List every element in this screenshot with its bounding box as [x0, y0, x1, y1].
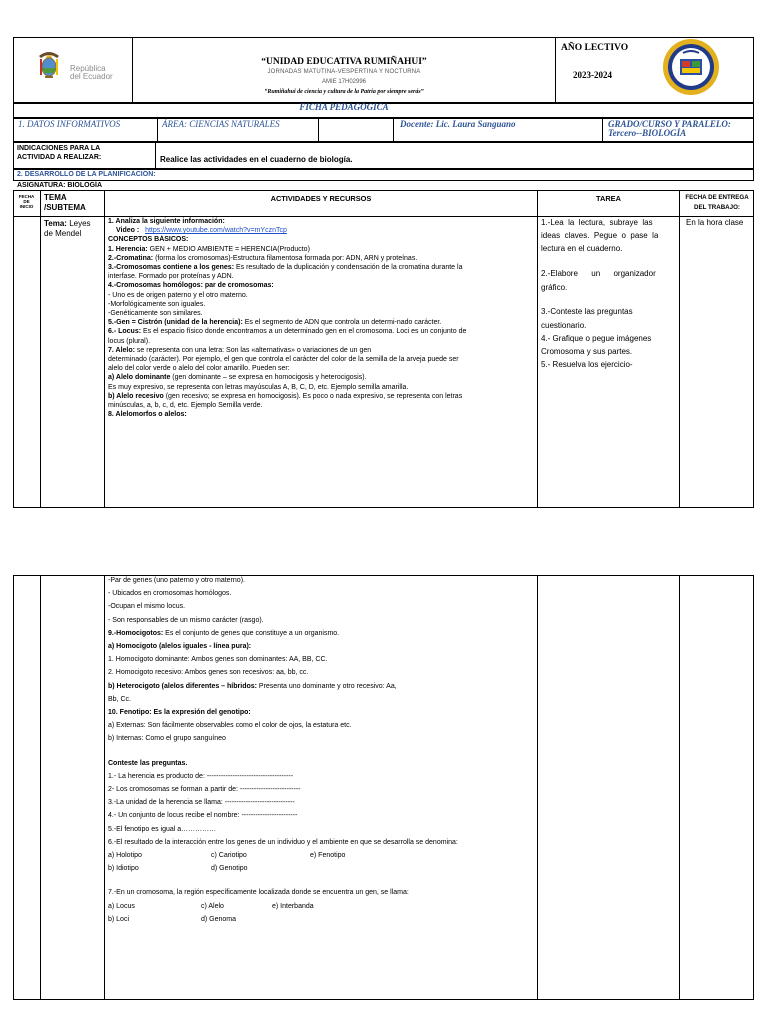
tema-value-1: Leyes [66, 219, 91, 228]
q7-option-d: d) Genoma [201, 915, 237, 923]
tarea-2-b: gráfico. [541, 283, 568, 292]
herencia-text: GEN + MEDIO AMBIENTE = HERENCIA(Producto) [147, 245, 310, 253]
ficha-title: FICHA PEDAGÓGICA [299, 102, 389, 112]
alelomorfos-term: 8. Alelomorfos o alelos: [108, 411, 187, 419]
school-motto: “Rumiñahui de ciencia y cultura de la Patria por siempre serás” [264, 89, 424, 95]
conceptos-heading: CONCEPTOS BÁSICOS: [108, 236, 189, 244]
question-5: 5.-El fenotipo es igual a…………… [108, 825, 217, 833]
homocigoto-a: a) Homocigoto (alelos iguales - línea pura): [108, 643, 252, 651]
indicaciones-label [17, 144, 101, 162]
locus-text: Es el espacio físico donde encontramos a un determinado gen en el cromosoma. Loci es un conjunto de [141, 328, 467, 336]
question-1: 1.- La herencia es producto de: ------------------------------------- [108, 772, 294, 780]
question-2: 2- Los cromosomas se forman a partir de: -------------------------- [108, 786, 301, 794]
alelo-text: se representa con una letra: Son las «alternativas» o variaciones de un gen [134, 346, 372, 354]
heterocigoto-term: b) Heterocigoto (alelos diferentes – híbridos: [108, 682, 257, 690]
question-7-options-row1 [108, 902, 536, 911]
ano-lectivo-value: 2023-2024 [573, 70, 612, 80]
tarea-1-c: lectura en el cuaderno. [541, 244, 623, 253]
tema-header [44, 193, 86, 213]
tarea-1-b: ideas claves. Pegue o pase la [541, 231, 659, 240]
cromatina-text: (forma los cromosomas)-Estructura filamentosa formada por: ADN, ARN y proteínas. [153, 254, 418, 262]
q7-option-c: c) Alelo [201, 902, 224, 910]
fecha-inicio-1: FECHA [18, 194, 35, 199]
jornadas: JORNADAS MATUTINA-VESPERTINA Y NOCTURNA [267, 69, 421, 75]
homologos-1: - Uno es de origen paterno y el otro materno. [108, 291, 248, 299]
actividades-header: ACTIVIDADES Y RECURSOS [270, 194, 372, 203]
tarea-3-a: 3.-Conteste las preguntas [541, 307, 633, 316]
conteste-heading: Conteste las preguntas. [108, 759, 188, 767]
republic-line-1: República [70, 64, 106, 73]
tarea-2-a: 2.-Elabore un organizador [541, 269, 656, 278]
fecha-inicio-3: INICIO [19, 204, 34, 209]
question-6: 6.-El resultado de la interacción entre los genes de un individuo y el ambiente en que se desarrolla se denomina: [108, 838, 458, 846]
herencia-term: 1. Herencia: [108, 245, 148, 253]
fecha-entrega-value: En la hora clase [686, 218, 744, 227]
tarea-4-a: 4.- Grafique o pegue imágenes [541, 334, 652, 343]
gen-text: Es el segmento de ADN que controla un determi-nado carácter. [242, 319, 442, 327]
ecuador-emblem-icon [37, 50, 61, 85]
alelo-text-3: alelo del color verde o alelo del color amarillo. Pueden ser: [108, 365, 290, 373]
homologos-3: -Genéticamente son similares. [108, 310, 203, 318]
indicaciones-line-2: ACTIVIDAD A REALIZAR: [17, 154, 102, 162]
question-3: 3.-La unidad de la herencia se llama: ------------------------------ [108, 799, 295, 807]
video-label: Video : [116, 227, 140, 235]
republic-label [70, 64, 113, 82]
q7-option-e: e) Interbanda [272, 902, 314, 910]
q6-option-d: d) Genotipo [211, 865, 248, 873]
datos-heading: 1. DATOS INFORMATIVOS [18, 119, 121, 129]
school-name: “UNIDAD EDUCATIVA RUMIÑAHUI” [261, 57, 427, 67]
tareas-content [541, 218, 658, 370]
heterocigoto-text: Presenta uno dominante y otro recesivo: Aa, [256, 682, 397, 690]
question-6-options-row1 [108, 851, 536, 860]
ano-lectivo-label: AÑO LECTIVO [561, 43, 629, 53]
tarea-header: TAREA [596, 194, 621, 203]
recesivo-text: (gen recesivo; se expresa en homocigosis). Es poco o nada expresivo, se representa con letras [163, 392, 463, 400]
dominante-text: (gen dominante – se expresa en homocigosis y heterocigosis). [170, 374, 367, 382]
fenotipo-term: 10. Fenotipo: Es la expresión del genotipo: [108, 709, 251, 717]
entrega-header-2: DEL TRABAJO: [694, 204, 740, 211]
tarea-1-a: 1.-Lea la lectura, subraye las [541, 218, 653, 227]
area-label: ÁREA: CIENCIAS NATURALES [162, 119, 280, 129]
q6-option-a: a) Holotipo [108, 852, 142, 860]
par-genes-2: - Ubicados en cromosomas homólogos. [108, 590, 232, 598]
amie-code: AMIE 17H02996 [321, 79, 367, 85]
q7-option-b: b) Loci [108, 915, 130, 923]
heterocigoto-text-2: Bb, Cc. [108, 695, 131, 703]
fenotipo-externas: a) Externas: Son fácilmente observables como el color de ojos, la estatura etc. [108, 722, 352, 730]
par-genes-4: - Son responsables de un mismo carácter (rasgo). [108, 616, 264, 624]
fecha-inicio-2: DE [23, 199, 30, 204]
locus-text-2: locus (plural). [108, 337, 151, 345]
tarea-3-b: cuestionario. [541, 321, 587, 330]
dominante-text-2: Es muy expresivo, se representa con letras mayúsculas A, B, C, D, etc. Ejemplo semilla amarilla. [108, 383, 409, 391]
question-6-options-row2 [108, 864, 536, 873]
grado-label [608, 119, 731, 139]
fenotipo-internas: b) Internas: Como el grupo sanguíneo [108, 735, 226, 743]
q6-option-b: b) Idiotipo [108, 865, 139, 873]
entrega-header-1: FECHA DE ENTREGA [685, 194, 749, 201]
tarea-4-b: Cromosoma y sus partes. [541, 347, 633, 356]
school-seal-icon [661, 37, 721, 102]
activities-content-page2 [108, 576, 536, 924]
analiza-heading: 1. Analiza la siguiente información: [108, 218, 225, 225]
fecha-entrega-header [680, 193, 754, 213]
asignatura-label: ASIGNATURA: BIOLOGÍA [17, 182, 103, 189]
republic-line-2: del Ecuador [70, 72, 113, 81]
video-link[interactable]: https://www.youtube.com/watch?v=mYcznTcp [145, 227, 287, 235]
par-genes-1: -Par de genes (uno paterno y otro materno). [108, 577, 245, 584]
homologos-term: 4.-Cromosomas homólogos: par de cromosomas: [108, 282, 274, 290]
activities-content-page1 [108, 217, 536, 419]
grado-line-2: Tercero--BIOLOGÍA [608, 128, 687, 138]
grado-line-1: GRADO/CURSO Y PARALELO: [608, 119, 731, 129]
tema-cell [44, 219, 91, 239]
homocigotos-text: Es el conjunto de genes que constituye a un organismo. [163, 629, 340, 637]
tema-header-2: /SUBTEMA [44, 203, 86, 212]
cromatina-term: 2.-Cromatina: [108, 254, 154, 262]
tarea-5: 5.- Resuelva los ejercicio- [541, 360, 633, 369]
alelo-term: 7. Alelo: [108, 346, 135, 354]
indicaciones-line-1: INDICACIONES PARA LA [17, 145, 101, 152]
desarrollo-heading: 2. DESARROLLO DE LA PLANIFICACIÓN: [17, 171, 156, 178]
fecha-inicio-header [13, 194, 40, 209]
indicaciones-value: Realice las actividades en el cuaderno de biología. [160, 155, 353, 164]
docente-label: Docente: Lic. Laura Sanguano [400, 119, 516, 129]
indicaciones-row [13, 142, 754, 169]
gen-term: 5.-Gen = Cistrón (unidad de la herencia): [108, 319, 243, 327]
par-genes-3: -Ocupan el mismo locus. [108, 603, 186, 611]
tema-header-1: TEMA [44, 193, 67, 202]
alelo-text-2: determinado (carácter). Por ejemplo, el gen que controla el carácter del color de la semilla de la arveja puede ser [108, 356, 459, 364]
recesivo-text-2: minúsculas, a, b, c, d, etc. Ejemplo Semilla verde. [108, 402, 263, 410]
question-7: 7.-En un cromosoma, la región específicamente localizada donde se encuentra un gen, se llama: [108, 889, 409, 897]
locus-term: 6.- Locus: [108, 328, 142, 336]
question-4: 4.- Un conjunto de locus recibe el nombre: ------------------------ [108, 812, 298, 820]
q7-option-a: a) Locus [108, 902, 135, 910]
cromosomas-text-2: interfase. Formado por proteínas y ADN. [108, 273, 234, 281]
question-7-options-row2 [108, 915, 536, 924]
homologos-2: -Morfológicamente son iguales. [108, 300, 206, 308]
q6-option-e: e) Fenotipo [310, 852, 346, 860]
tema-value-2: de Mendel [44, 229, 82, 238]
q6-option-c: c) Cariotipo [211, 852, 247, 860]
tema-label: Tema: [44, 219, 67, 228]
recesivo-term: b) Alelo recesivo [108, 392, 164, 400]
homocigoto-dominante: 1. Homocigoto dominante: Ambos genes son dominantes: AA, BB, CC. [108, 656, 328, 664]
cromosomas-term: 3.-Cromosomas contiene a los genes: [108, 264, 235, 272]
homocigotos-term: 9.-Homocigotos: [108, 629, 164, 637]
dominante-term: a) Alelo dominante [108, 374, 171, 382]
cromosomas-text: Es resultado de la duplicación y condensación de la cromatina durante la [234, 264, 463, 272]
homocigoto-recesivo: 2. Homocigoto recesivo: Ambos genes son recesivos: aa, bb, cc. [108, 669, 309, 677]
